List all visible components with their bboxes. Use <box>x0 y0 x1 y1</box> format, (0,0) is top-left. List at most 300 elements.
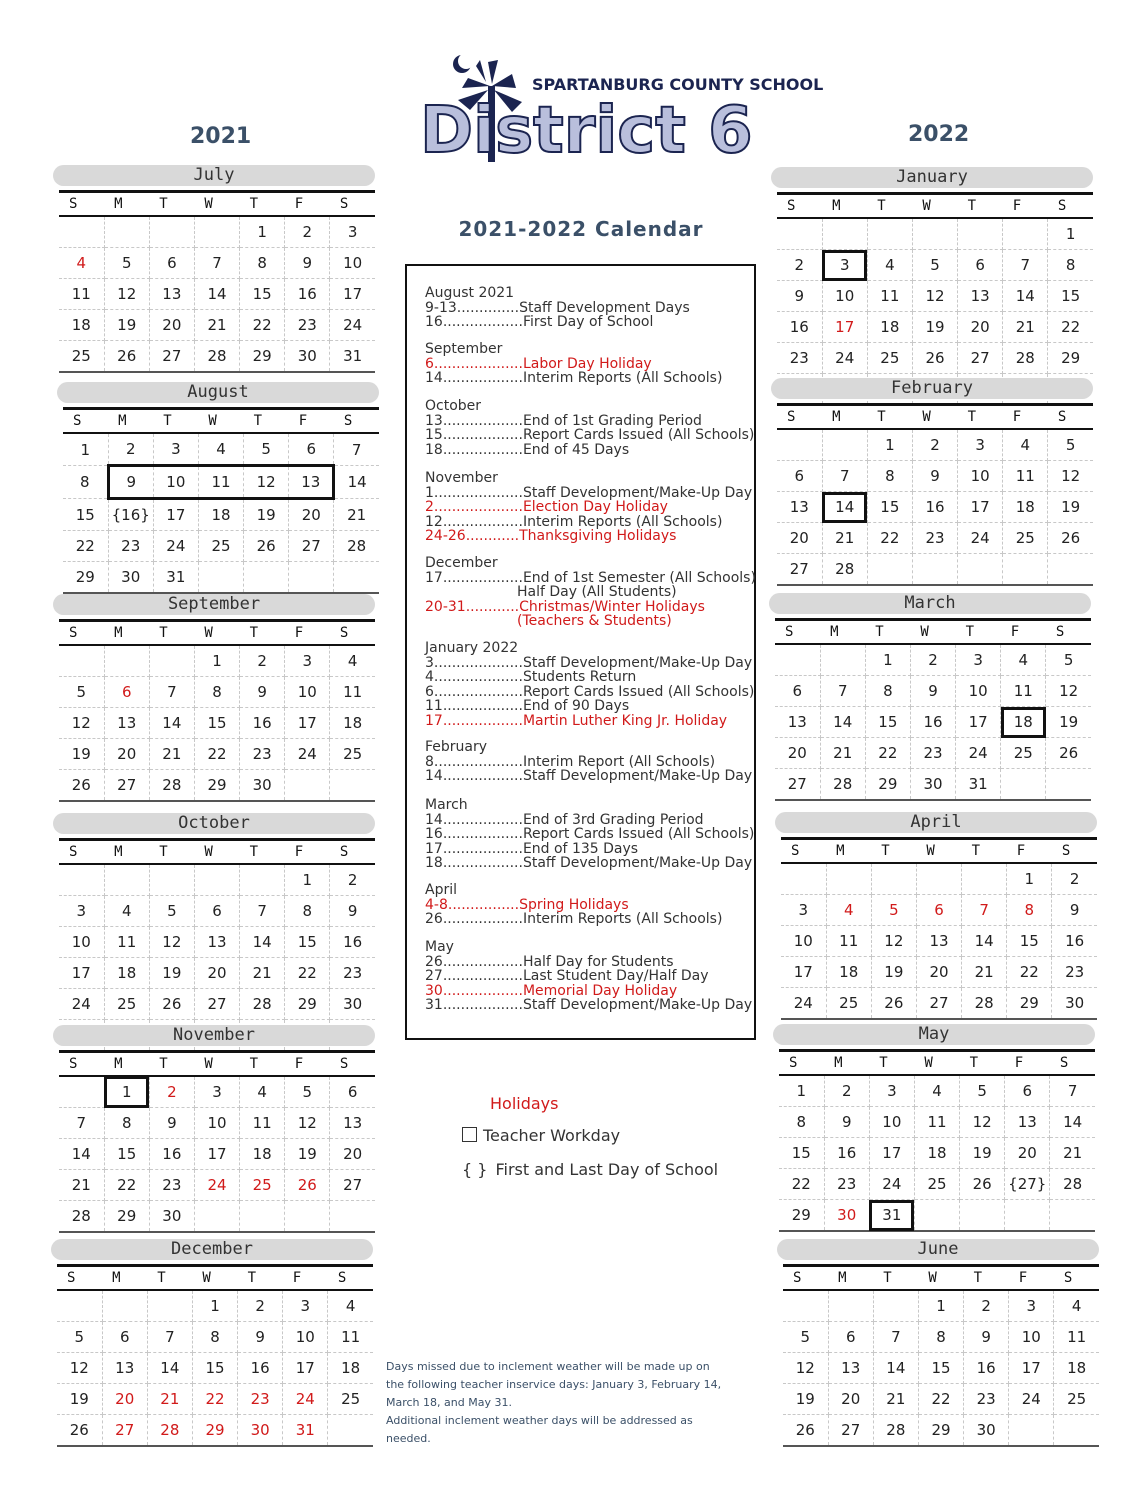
logo-line2: District 6 <box>420 94 753 168</box>
day-cell: 23 <box>912 523 957 554</box>
calendar-june <box>777 1239 1099 1447</box>
day-cell: 7 <box>1003 250 1048 281</box>
event-section <box>425 398 755 458</box>
day-cell: 25 <box>914 1169 959 1200</box>
day-cell: 16 <box>149 1139 194 1170</box>
event-date-value: 3 <box>425 654 434 671</box>
event-text: First Day of School <box>522 314 654 330</box>
empty-cell <box>330 770 375 802</box>
event-item <box>425 855 753 871</box>
day-cell: 29 <box>918 1415 963 1447</box>
day-cell: 16 <box>777 312 822 343</box>
day-cell: 11 <box>198 466 243 499</box>
day-cell: 4 <box>328 1290 373 1322</box>
legend-teacher-workday-label: Teacher Workday <box>483 1126 621 1145</box>
event-month: January 2022 <box>425 640 519 656</box>
day-cell: 2 <box>1052 863 1097 895</box>
day-cell: 22 <box>779 1169 824 1200</box>
day-cell: 17 <box>194 1139 239 1170</box>
day-cell: 26 <box>871 988 916 1020</box>
day-cell: 14 <box>820 707 865 738</box>
event-text: Report Cards Issued (All Schools) <box>522 826 755 842</box>
calendar-july <box>53 165 375 373</box>
day-cell: 20 <box>1005 1138 1050 1169</box>
event-month: October <box>425 398 482 414</box>
day-cell: 1 <box>1007 863 1052 895</box>
empty-cell <box>104 645 149 677</box>
day-cell: 7 <box>240 896 285 927</box>
weekday-header: T <box>956 620 1001 645</box>
day-cell: 25 <box>328 1384 373 1415</box>
day-cell: 16 <box>912 492 957 523</box>
event-date: 16.................. <box>425 314 523 330</box>
event-date-value: 14 <box>425 768 443 784</box>
event-date: 18.................. <box>425 855 523 871</box>
day-cell: 5 <box>285 1076 330 1108</box>
day-cell: 25 <box>826 988 871 1020</box>
event-item <box>425 443 750 458</box>
day-cell: 9 <box>149 1108 194 1139</box>
day-cell: 29 <box>63 562 108 594</box>
day-cell: 6 <box>330 1076 375 1108</box>
day-cell: 6 <box>104 677 149 708</box>
day-cell: 12 <box>871 926 916 957</box>
weekday-header: S <box>1054 1266 1099 1291</box>
day-cell: 25 <box>330 739 375 770</box>
event-date: 16.................. <box>425 826 523 842</box>
event-date: 12.................. <box>425 513 523 530</box>
event-text: Martin Luther King Jr. Holiday <box>522 712 728 729</box>
day-cell: 5 <box>57 1322 102 1353</box>
event-date-value: 1 <box>425 484 434 501</box>
day-cell: 19 <box>960 1138 1005 1169</box>
day-cell: 13 <box>828 1353 873 1384</box>
day-cell: 12 <box>104 279 149 310</box>
day-cell: 8 <box>194 677 239 708</box>
weekday-header: S <box>775 620 820 645</box>
event-date-value: 6 <box>425 355 434 372</box>
day-cell: 12 <box>149 927 194 958</box>
day-cell: 18 <box>1001 707 1046 738</box>
day-cell: 1 <box>194 645 239 677</box>
event-item <box>425 600 750 615</box>
day-cell: 15 <box>1048 281 1093 312</box>
event-text: Staff Development/Make-Up Day <box>522 997 753 1013</box>
day-cell: 24 <box>59 989 104 1020</box>
day-cell: 26 <box>57 1415 102 1447</box>
day-cell: 12 <box>960 1107 1005 1138</box>
day-cell: 12 <box>912 281 957 312</box>
day-cell: 8 <box>192 1322 237 1353</box>
day-cell: 26 <box>1048 523 1093 554</box>
weather-note <box>386 1358 731 1448</box>
day-cell: 6 <box>149 248 194 279</box>
day-cell: 4 <box>1001 644 1046 676</box>
weekday-header: F <box>1007 839 1052 864</box>
day-cell: 28 <box>147 1415 192 1447</box>
day-cell: 1 <box>285 864 330 896</box>
empty-cell <box>826 863 871 895</box>
empty-cell <box>198 562 243 594</box>
day-cell: 31 <box>956 769 1001 801</box>
day-cell: 29 <box>104 1201 149 1233</box>
month-header: February <box>771 378 1093 399</box>
legend-teacher-workday <box>462 1126 620 1145</box>
calendar-november <box>53 1025 375 1233</box>
event-item <box>425 898 750 913</box>
day-cell: {27} <box>1005 1169 1050 1200</box>
day-cell: 9 <box>777 281 822 312</box>
event-date: 15.................. <box>425 427 523 443</box>
empty-cell <box>59 864 104 896</box>
day-cell: 4 <box>914 1075 959 1107</box>
empty-cell <box>867 554 912 586</box>
event-month: November <box>425 470 498 486</box>
day-cell: 27 <box>289 531 334 562</box>
day-cell: 3 <box>958 429 1003 461</box>
day-cell: 23 <box>964 1384 1009 1415</box>
day-cell: 26 <box>149 989 194 1020</box>
day-cell: 25 <box>1001 738 1046 769</box>
event-text: End of 45 Days <box>522 441 630 458</box>
day-cell: 17 <box>956 707 1001 738</box>
day-cell: 30 <box>964 1415 1009 1447</box>
day-cell: 19 <box>59 739 104 770</box>
day-cell: 21 <box>1003 312 1048 343</box>
day-cell: 22 <box>865 738 910 769</box>
event-date-value: 17 <box>425 569 443 586</box>
day-cell: 20 <box>194 958 239 989</box>
month-grid <box>59 838 375 1052</box>
weekday-header: T <box>240 192 285 217</box>
empty-cell <box>1003 554 1048 586</box>
event-item <box>425 614 750 629</box>
day-cell: 11 <box>104 927 149 958</box>
month-header: June <box>777 1239 1099 1260</box>
month-grid <box>775 618 1091 801</box>
day-cell: 12 <box>783 1353 828 1384</box>
day-cell: 10 <box>822 281 867 312</box>
day-cell: 12 <box>1048 461 1093 492</box>
day-cell: 2 <box>330 864 375 896</box>
day-cell: 14 <box>822 492 867 523</box>
weekday-header: S <box>59 192 104 217</box>
day-cell: 26 <box>912 343 957 374</box>
day-cell: 14 <box>962 926 1007 957</box>
day-cell: 17 <box>869 1138 914 1169</box>
calendar-april <box>775 812 1097 1020</box>
day-cell: 30 <box>108 562 153 594</box>
day-cell: 3 <box>194 1076 239 1108</box>
event-date-value: 15 <box>425 427 443 443</box>
event-text: Interim Reports (All Schools) <box>522 370 723 386</box>
day-cell: 13 <box>1005 1107 1050 1138</box>
day-cell: 10 <box>330 248 375 279</box>
month-header: August <box>57 382 379 403</box>
day-cell: 11 <box>1054 1322 1099 1353</box>
empty-cell <box>1003 218 1048 250</box>
month-header: July <box>53 165 375 186</box>
weekday-header: W <box>918 1266 963 1291</box>
weekday-header: S <box>330 621 375 646</box>
weekday-header: M <box>822 194 867 219</box>
day-cell: 29 <box>194 770 239 802</box>
day-cell: 9 <box>330 896 375 927</box>
event-text: Election Day Holiday <box>522 499 668 515</box>
district-logo <box>418 52 824 168</box>
day-cell: 9 <box>240 677 285 708</box>
empty-cell <box>194 1201 239 1233</box>
event-month: September <box>425 341 503 357</box>
day-cell: 22 <box>867 523 912 554</box>
day-cell: 26 <box>960 1169 1005 1200</box>
day-cell: 4 <box>1054 1290 1099 1322</box>
day-cell: 16 <box>285 279 330 310</box>
day-cell: 3 <box>781 895 826 926</box>
day-cell: 22 <box>285 958 330 989</box>
day-cell: 8 <box>240 248 285 279</box>
weekday-header: M <box>108 409 153 434</box>
day-cell: 19 <box>149 958 194 989</box>
weekday-header: M <box>824 1051 869 1076</box>
day-cell: 21 <box>873 1384 918 1415</box>
day-cell: 14 <box>240 927 285 958</box>
event-text: Students Return <box>522 669 637 685</box>
event-date: 27.................. <box>425 968 523 984</box>
day-cell: 3 <box>956 644 1001 676</box>
day-cell: 19 <box>57 1384 102 1415</box>
weekday-header: M <box>820 620 865 645</box>
day-cell: 14 <box>149 708 194 739</box>
day-cell: 25 <box>1054 1384 1099 1415</box>
day-cell: 3 <box>153 433 198 466</box>
day-cell: 18 <box>867 312 912 343</box>
weekday-header: F <box>1001 620 1046 645</box>
day-cell: 21 <box>149 739 194 770</box>
day-cell: 11 <box>1001 676 1046 707</box>
empty-cell <box>1046 769 1091 801</box>
event-text: End of 90 Days <box>522 698 630 714</box>
day-cell: 23 <box>238 1384 283 1415</box>
empty-cell <box>1050 1200 1095 1232</box>
day-cell: 31 <box>869 1200 914 1232</box>
day-cell: 26 <box>59 770 104 802</box>
day-cell: 27 <box>828 1415 873 1447</box>
day-cell: 28 <box>873 1415 918 1447</box>
day-cell: 28 <box>240 989 285 1020</box>
day-cell: 26 <box>285 1170 330 1201</box>
day-cell: 7 <box>822 461 867 492</box>
day-cell: 27 <box>330 1170 375 1201</box>
legend-first-last-label: First and Last Day of School <box>495 1160 719 1179</box>
day-cell: 11 <box>826 926 871 957</box>
month-header: November <box>53 1025 375 1046</box>
day-cell: 1 <box>63 433 108 466</box>
day-cell: 23 <box>149 1170 194 1201</box>
event-date: 17.................. <box>425 840 523 857</box>
event-text: Interim Reports (All Schools) <box>522 911 723 927</box>
day-cell: 21 <box>822 523 867 554</box>
empty-cell <box>59 1076 104 1108</box>
event-date-value: 8 <box>425 753 434 770</box>
day-cell: 10 <box>283 1322 328 1353</box>
day-cell: 5 <box>960 1075 1005 1107</box>
event-date-value: 31 <box>425 997 443 1013</box>
day-cell: 15 <box>240 279 285 310</box>
day-cell: 6 <box>289 433 334 466</box>
event-date-value: 26 <box>425 953 443 970</box>
day-cell: 22 <box>240 310 285 341</box>
day-cell: 21 <box>194 310 239 341</box>
day-cell: 16 <box>238 1353 283 1384</box>
event-date: 18.................. <box>425 441 523 458</box>
event-text: Spring Holidays <box>519 896 629 913</box>
day-cell: 17 <box>59 958 104 989</box>
day-cell: 12 <box>1046 676 1091 707</box>
day-cell: 15 <box>779 1138 824 1169</box>
day-cell: 13 <box>102 1353 147 1384</box>
year-2021: 2021 <box>190 124 252 149</box>
weekday-header: W <box>914 1051 959 1076</box>
event-date: 14.................. <box>425 768 523 784</box>
day-cell: 1 <box>240 216 285 248</box>
event-date: 20-31............ <box>425 598 520 615</box>
day-cell: 30 <box>149 1201 194 1233</box>
day-cell: 5 <box>104 248 149 279</box>
day-cell: 9 <box>285 248 330 279</box>
event-date: 14.................. <box>425 370 523 386</box>
day-cell: 7 <box>873 1322 918 1353</box>
day-cell: 24 <box>194 1170 239 1201</box>
day-cell: 8 <box>104 1108 149 1139</box>
event-date-value: 18 <box>425 855 443 871</box>
day-cell: 11 <box>914 1107 959 1138</box>
year-2022: 2022 <box>908 122 970 147</box>
day-cell: 3 <box>330 216 375 248</box>
weekday-header: S <box>1048 405 1093 430</box>
weekday-header: T <box>240 1052 285 1077</box>
event-item <box>425 699 750 714</box>
day-cell: 21 <box>1050 1138 1095 1169</box>
day-cell: 11 <box>59 279 104 310</box>
day-cell: 26 <box>783 1415 828 1447</box>
day-cell: 28 <box>334 531 379 562</box>
weekday-header: M <box>102 1266 147 1291</box>
weekday-header: T <box>865 620 910 645</box>
event-date: 2.................... <box>425 499 523 515</box>
event-section <box>425 470 753 544</box>
event-text: Memorial Day Holiday <box>522 982 678 999</box>
day-cell: 13 <box>916 926 961 957</box>
event-item <box>425 969 750 984</box>
brace-icon: { } <box>462 1160 488 1179</box>
empty-cell <box>1001 769 1046 801</box>
day-cell: 3 <box>1009 1290 1054 1322</box>
day-cell: 10 <box>1009 1322 1054 1353</box>
calendar-may <box>773 1024 1095 1232</box>
day-cell: 8 <box>867 461 912 492</box>
weekday-header: W <box>194 840 239 865</box>
event-date-value: 26 <box>425 911 443 927</box>
weekday-header: S <box>328 1266 373 1291</box>
weekday-header: S <box>1048 194 1093 219</box>
day-cell: 12 <box>57 1353 102 1384</box>
day-cell: 23 <box>108 531 153 562</box>
day-cell: 18 <box>198 499 243 531</box>
empty-cell <box>871 863 916 895</box>
day-cell: 8 <box>63 466 108 499</box>
empty-cell <box>57 1290 102 1322</box>
day-cell: 21 <box>820 738 865 769</box>
day-cell: 2 <box>238 1290 283 1322</box>
day-cell: 15 <box>865 707 910 738</box>
day-cell: 28 <box>194 341 239 373</box>
event-item <box>425 515 750 530</box>
weekday-header: W <box>192 1266 237 1291</box>
weekday-header: T <box>869 1051 914 1076</box>
day-cell: 11 <box>867 281 912 312</box>
day-cell: 27 <box>916 988 961 1020</box>
day-cell: 5 <box>1046 644 1091 676</box>
day-cell: 29 <box>865 769 910 801</box>
day-cell: 17 <box>822 312 867 343</box>
event-section <box>425 883 750 927</box>
day-cell: 20 <box>102 1384 147 1415</box>
empty-cell <box>960 1200 1005 1232</box>
day-cell: 4 <box>826 895 871 926</box>
event-date: 8.................... <box>425 753 523 770</box>
day-cell: 26 <box>244 531 289 562</box>
day-cell: 7 <box>147 1322 192 1353</box>
day-cell: {16} <box>108 499 153 531</box>
day-cell: 27 <box>194 989 239 1020</box>
day-cell: 9 <box>1052 895 1097 926</box>
weekday-header: W <box>194 1052 239 1077</box>
day-cell: 7 <box>820 676 865 707</box>
weekday-header: S <box>330 1052 375 1077</box>
empty-cell <box>781 863 826 895</box>
event-date: 4-8................ <box>425 896 520 913</box>
day-cell: 16 <box>824 1138 869 1169</box>
event-date: 30.................. <box>425 982 523 999</box>
day-cell: 8 <box>1048 250 1093 281</box>
month-header: March <box>769 593 1091 614</box>
weekday-header: T <box>240 840 285 865</box>
day-cell: 19 <box>912 312 957 343</box>
month-header: January <box>771 167 1093 188</box>
day-cell: 5 <box>871 895 916 926</box>
day-cell: 25 <box>198 531 243 562</box>
weekday-header: M <box>822 405 867 430</box>
day-cell: 17 <box>330 279 375 310</box>
event-date: 4.................... <box>425 669 523 685</box>
weekday-header: M <box>826 839 871 864</box>
weekday-header: F <box>285 1052 330 1077</box>
weekday-header: M <box>104 192 149 217</box>
weekday-header: F <box>285 621 330 646</box>
day-cell: 28 <box>59 1201 104 1233</box>
day-cell: 21 <box>962 957 1007 988</box>
day-cell: 28 <box>962 988 1007 1020</box>
day-cell: 16 <box>1052 926 1097 957</box>
day-cell: 26 <box>104 341 149 373</box>
day-cell: 7 <box>1050 1075 1095 1107</box>
day-cell: 10 <box>869 1107 914 1138</box>
event-text: End of 1st Semester (All Schools) <box>522 569 756 586</box>
event-item <box>425 301 750 316</box>
event-date: 14.................. <box>425 811 523 828</box>
day-cell: 22 <box>192 1384 237 1415</box>
